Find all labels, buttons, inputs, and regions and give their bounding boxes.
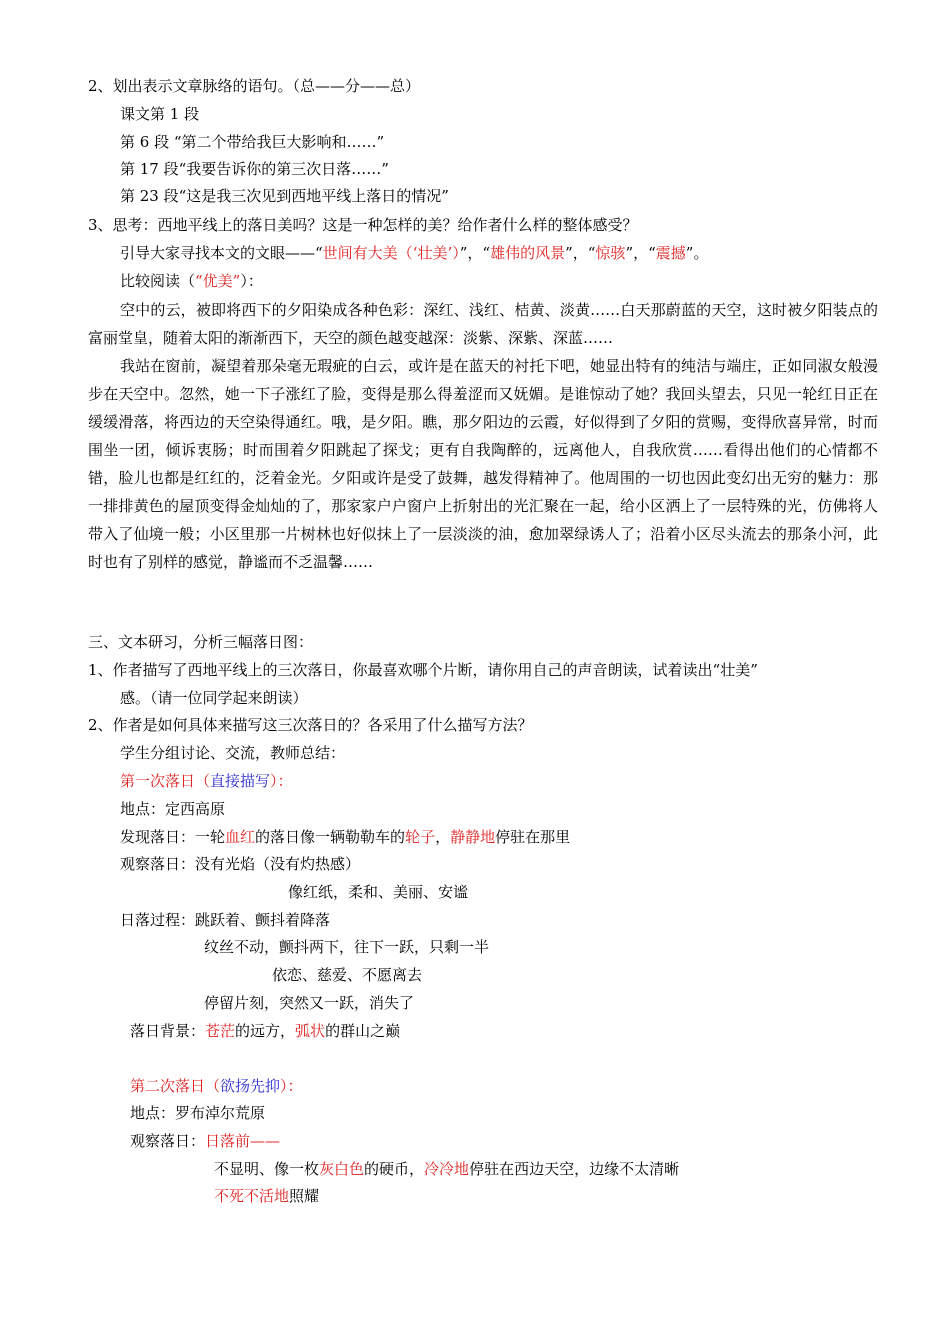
text: ”。 [685,244,709,262]
first-process-4: 停留片刻，突然又一跃，消失了 [204,994,415,1012]
first-process: 日落过程：跳跃着、颤抖着降落 [120,911,331,929]
text: 第一次落日（ [120,772,211,790]
item-2-outline: 2、划出表示文章脉络的语句。（总——分——总） [88,77,421,95]
text: 第二次落日（ [130,1077,221,1095]
highlight: 冷冷地 [424,1160,470,1178]
text: 落日背景： [130,1022,206,1040]
second-observe-detail [214,1159,679,1179]
first-background [130,1021,400,1041]
reading-paragraph-1: 空中的云，被即将西下的夕阳染成各种色彩：深红、浅红、桔黄、淡黄……白天那蔚蓝的天空，这时被夕阳装点的富丽堂皇，随着太阳的渐渐西下，天空的颜色越变越深：淡紫、深紫、深蓝…… [88,301,878,347]
text: 的硬币， [364,1160,425,1178]
text: 的群山之巅 [325,1022,401,1040]
text: 观察落日： [130,1132,206,1150]
first-process-2: 纹丝不动，颤抖两下，往下一跃，只剩一半 [204,938,490,956]
text: ”，“ [625,244,656,262]
first-observe: 观察落日：没有光焰（没有灼热感） [120,855,361,873]
highlight: 日落前—— [205,1132,281,1150]
highlight: 苍茫 [205,1022,236,1040]
question-2: 2、作者是如何具体来描写这三次落日的？各采用了什么描写方法？ [88,716,533,734]
first-find [120,827,570,847]
section-3-heading: 三、文本研习，分析三幅落日图： [88,633,314,651]
text: ）： [240,272,263,290]
highlight: “优美” [195,272,241,290]
highlight: 雄伟的风景 [490,244,566,262]
method: 直接描写 [210,772,271,790]
text: 不显明、像一枚 [214,1160,320,1178]
text: 比较阅读（ [120,272,196,290]
text: 照耀 [289,1187,320,1205]
text: 的远方， [235,1022,296,1040]
highlight: 震撼 [655,244,686,262]
wenyan-line [120,243,708,263]
highlight: 世间有大美（‘壮美’） [322,244,460,262]
text: ）： [270,772,293,790]
outline-para-23: 第 23 段“这是我三次见到西地平线上落日的情况” [120,187,449,205]
text: ）： [280,1077,303,1095]
text: 发现落日：一轮 [120,828,226,846]
reading-paragraph-2: 我站在窗前，凝望着那朵毫无瑕疵的白云，或许是在蓝天的衬托下吧，她显出特有的纯洁与端庄，正如同淑女般漫步在天空中。忽然，她一下子涨红了脸，变得是那么得羞涩而又妩媚。是谁惊动了她？我回头望去，只见一轮红日正在缓缓滑落，将西边的天空染得通红。哦，是夕阳。瞧，那夕阳边的云霞，好似得到了夕阳的赏赐，变得欣喜异常，时而围坐一团，倾诉衷肠；时而围着夕阳跳起了探戈；更有自我陶醉的，远离他人，自我欣赏……看得出他们的心情都不错，脸儿也都是红红的，泛着金光。夕阳或许是受了鼓舞，越发得精神了。他周围的一切也因此变幻出无穷的魅力：那一排排黄色的屋顶变得金灿灿的了，那家家户户窗户上折射出的光汇聚在一起，给小区洒上了一层特殊的光，仿佛将人带入了仙境一般；小区里那一片树林也好似抹上了一层淡淡的油，愈加翠绿诱人了；沿着小区尽头流去的那条小河，此时也有了别样的感觉，静谧而不乏温馨…… [88,357,878,571]
second-observe [130,1131,280,1151]
second-sunset-heading [130,1076,303,1096]
outline-para-17: 第 17 段“我要告诉你的第三次日落……” [120,160,389,178]
method: 欲扬先抑 [220,1077,281,1095]
text: 的落日像一辆勒勒车的 [255,828,406,846]
first-process-3: 依恋、慈爱、不愿离去 [272,966,423,984]
compare-reading-line [120,271,263,291]
outline-para-6: 第 6 段 “第二个带给我巨大影响和……” [120,133,385,151]
group-discussion: 学生分组讨论、交流，教师总结： [120,744,346,762]
first-place: 地点：定西高原 [120,800,226,818]
question-1-cont: 感。（请一位同学起来朗读） [120,689,308,707]
highlight: 静静地 [450,828,496,846]
second-observe-detail-2 [214,1186,319,1206]
text: 停驻在那里 [495,828,571,846]
highlight: 不死不活地 [214,1187,290,1205]
text: 引导大家寻找本文的文眼——“ [120,244,323,262]
text: 停驻在西边天空，边缘不太清晰 [469,1160,680,1178]
first-observe-2: 像红纸，柔和、美丽、安谧 [288,883,469,901]
item-3-question: 3、思考：西地平线上的落日美吗？这是一种怎样的美？给作者什么样的整体感受？ [88,216,638,234]
highlight: 灰白色 [319,1160,365,1178]
highlight: 血红 [225,828,256,846]
second-place: 地点：罗布淖尔荒原 [130,1104,266,1122]
text: ”，“ [565,244,596,262]
highlight: 弧状 [295,1022,326,1040]
text: ， [435,828,451,846]
question-1: 1、作者描写了西地平线上的三次落日，你最喜欢哪个片断，请你用自己的声音朗读，试着读出“壮美” [88,661,758,679]
text: ”，“ [459,244,491,262]
highlight: 惊骇 [595,244,626,262]
outline-para-1: 课文第 1 段 [120,105,200,123]
highlight: 轮子 [405,828,436,846]
first-sunset-heading [120,771,293,791]
